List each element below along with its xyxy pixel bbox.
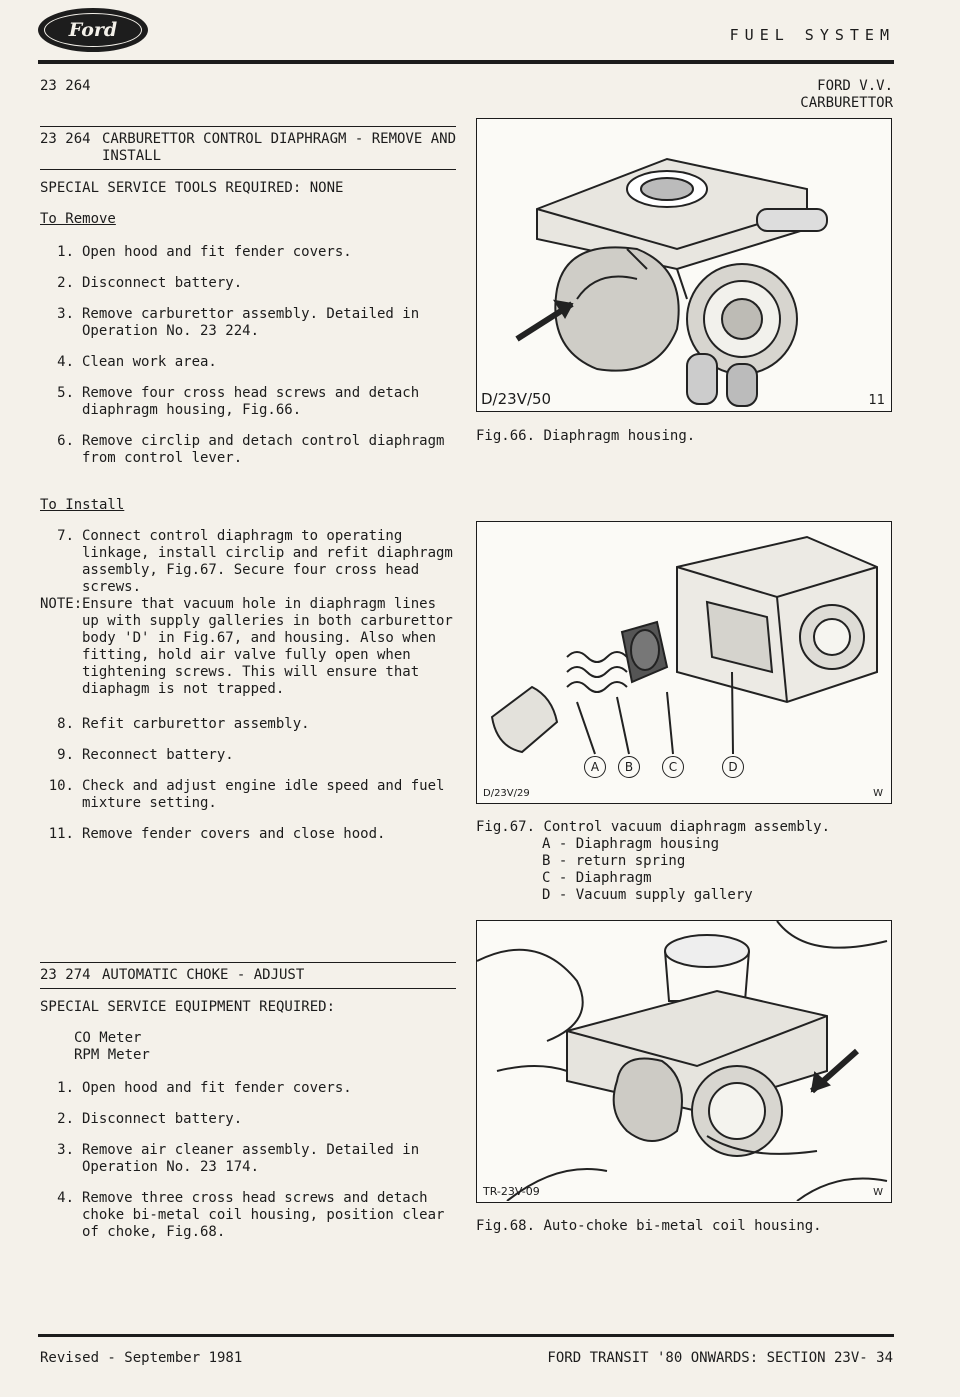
list-item: [40, 1080, 456, 1097]
step-text: Remove carburettor assembly. Detailed in Operation No. 23 224.: [82, 306, 420, 339]
figure-66-image: [476, 118, 892, 412]
figure-code: TR-23V-09: [483, 1185, 540, 1198]
install-steps-list: [40, 716, 456, 843]
step-text: Check and adjust engine idle speed and fuel mixture setting.: [82, 778, 445, 811]
step-number: 1.: [57, 1080, 74, 1096]
figure-code: D/23V/29: [483, 788, 530, 799]
figure-67-image: [476, 521, 892, 804]
section-heading: [40, 962, 456, 989]
figure-caption-text: Control vacuum diaphragm assembly.: [543, 819, 831, 835]
remove-heading: To Remove: [40, 211, 116, 227]
step-text: Refit carburettor assembly.: [82, 716, 310, 732]
step-number: 2.: [57, 275, 74, 291]
figure-66-caption: [476, 428, 695, 445]
callout-label: A: [584, 756, 606, 778]
equipment-required: SPECIAL SERVICE EQUIPMENT REQUIRED:: [40, 999, 336, 1015]
section-number: 23 274: [40, 967, 91, 983]
figure-67-caption: [476, 819, 830, 904]
legend-item: D - Vacuum supply gallery: [542, 887, 753, 903]
list-item: [40, 275, 456, 292]
revision-date: Revised - September 1981: [40, 1350, 243, 1366]
step-text: Remove three cross head screws and detach choke bi-metal coil housing, position clear of choke, Fig.68.: [82, 1190, 445, 1240]
note: [40, 596, 456, 698]
install-heading: To Install: [40, 497, 125, 513]
figure-68-image: [476, 920, 892, 1203]
footer-rule: [38, 1334, 894, 1337]
model-line-1: FORD V.V.: [817, 78, 893, 94]
step-text: Remove fender covers and close hood.: [82, 826, 386, 842]
list-item: [40, 433, 456, 467]
step-number: 6.: [57, 433, 74, 449]
step-text: Open hood and fit fender covers.: [82, 244, 352, 260]
legend-item: A - Diaphragm housing: [542, 836, 720, 852]
step-number: 4.: [57, 354, 74, 370]
step-number: 10.: [48, 778, 74, 794]
tools-required: SPECIAL SERVICE TOOLS REQUIRED: NONE: [40, 180, 344, 196]
list-item: [40, 385, 456, 419]
figure-mark: W: [873, 788, 883, 799]
list-item: [40, 1190, 456, 1241]
note-text: Ensure that vacuum hole in diaphragm lines up with supply galleries in both carburettor body 'D' in Fig.67, and housing. Also when fitting, hold air valve fully open when tightening screws. This will ensure that diaphagm is not trapped.: [82, 596, 453, 697]
list-item: CO Meter: [74, 1030, 142, 1046]
list-item: RPM Meter: [74, 1047, 150, 1063]
callout-label: B: [618, 756, 640, 778]
carburettor-drawing: [477, 119, 890, 410]
step-number: 3.: [57, 1142, 74, 1158]
section-title: FUEL SYSTEM: [729, 26, 895, 44]
model-label: [800, 78, 893, 112]
figure-code: D/23V/50: [481, 390, 552, 408]
figure-legend: [476, 836, 830, 904]
list-item: [40, 1142, 456, 1176]
step-number: 2.: [57, 1111, 74, 1127]
step-number: 5.: [57, 385, 74, 401]
step-text: Clean work area.: [82, 354, 217, 370]
figure-68-caption: [476, 1218, 822, 1235]
list-item: [40, 354, 456, 371]
section-title-text: CARBURETTOR CONTROL DIAPHRAGM - REMOVE AND INSTALL: [102, 131, 457, 164]
figure-caption-text: Diaphragm housing.: [543, 428, 696, 444]
auto-choke-drawing: [477, 921, 890, 1201]
step-text: Connect control diaphragm to operating linkage, install circlip and refit diaphragm assembly, Fig.67. Secure four cross head screws.: [82, 528, 453, 595]
step-number: 7.: [57, 528, 74, 544]
list-item: [40, 1111, 456, 1128]
ford-logo-text: Ford: [44, 13, 142, 47]
model-line-2: CARBURETTOR: [800, 95, 893, 111]
step-text: Remove air cleaner assembly. Detailed in Operation No. 23 174.: [82, 1142, 420, 1175]
ford-logo: [38, 8, 148, 52]
list-item: [40, 716, 456, 733]
step-text: Disconnect battery.: [82, 1111, 243, 1127]
list-item: [40, 244, 456, 261]
step-text: Remove circlip and detach control diaphragm from control lever.: [82, 433, 445, 466]
left-column-section-2: [40, 962, 456, 1241]
figure-mark: 11: [868, 393, 885, 408]
header-rule: [38, 60, 894, 64]
step-number: 4.: [57, 1190, 74, 1206]
remove-steps-list: [40, 244, 456, 467]
list-item: [40, 306, 456, 340]
step-number: 8.: [57, 716, 74, 732]
step-text: Reconnect battery.: [82, 747, 234, 763]
figure-label: Fig.68.: [476, 1218, 536, 1234]
list-item: [40, 826, 456, 843]
legend-item: B - return spring: [542, 853, 686, 869]
diaphragm-assembly-drawing: [477, 522, 890, 802]
section-number: 23 264: [40, 131, 91, 147]
figure-caption-text: Auto-choke bi-metal coil housing.: [543, 1218, 822, 1234]
choke-steps-list: [40, 1080, 456, 1241]
step-number: 9.: [57, 747, 74, 763]
legend-item: C - Diaphragm: [542, 870, 652, 886]
figure-mark: W: [873, 1187, 883, 1198]
manual-reference: FORD TRANSIT '80 ONWARDS: SECTION 23V- 34: [547, 1350, 893, 1366]
equipment-list: [74, 1030, 456, 1064]
step-number: 3.: [57, 306, 74, 322]
operation-number: 23 264: [40, 78, 91, 94]
step-number: 1.: [57, 244, 74, 260]
list-item: [40, 528, 456, 596]
section-title-text: AUTOMATIC CHOKE - ADJUST: [102, 967, 305, 983]
callout-label: C: [662, 756, 684, 778]
left-column: [40, 126, 456, 843]
step-text: Disconnect battery.: [82, 275, 243, 291]
figure-label: Fig.67.: [476, 819, 536, 835]
callout-label: D: [722, 756, 744, 778]
list-item: [40, 747, 456, 764]
step-number: 11.: [48, 826, 74, 842]
step-text: Remove four cross head screws and detach diaphragm housing, Fig.66.: [82, 385, 420, 418]
list-item: [40, 778, 456, 812]
figure-label: Fig.66.: [476, 428, 536, 444]
section-heading: [40, 126, 456, 170]
note-label: NOTE:: [40, 596, 83, 612]
step-text: Open hood and fit fender covers.: [82, 1080, 352, 1096]
